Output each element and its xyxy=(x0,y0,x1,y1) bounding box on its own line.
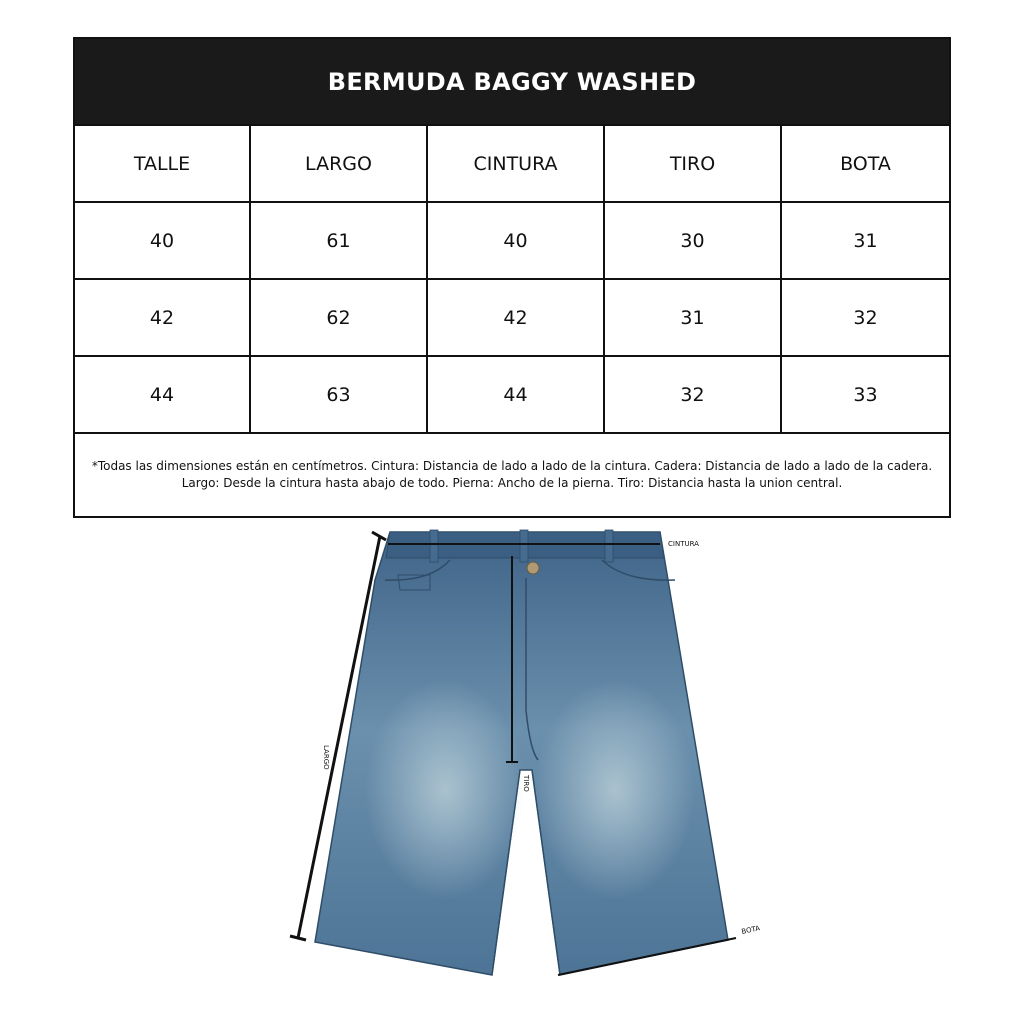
table-cell: 44 xyxy=(75,357,251,434)
table-cell: 61 xyxy=(251,203,428,280)
label-largo: LARGO xyxy=(322,745,330,770)
table-cell: 32 xyxy=(782,280,949,357)
shorts-measurement-diagram xyxy=(280,520,780,990)
note-line-1: *Todas las dimensiones están en centímetros. Cintura: Distancia de lado a lado de la cintura. Cadera: Distancia de lado a lado de la cadera. xyxy=(91,459,933,473)
table-cell: 40 xyxy=(75,203,251,280)
measurement-note xyxy=(75,434,949,516)
table-cell: 42 xyxy=(75,280,251,357)
header-largo: LARGO xyxy=(251,126,428,203)
shorts-illustration xyxy=(280,520,780,990)
header-cintura: CINTURA xyxy=(428,126,605,203)
denim-shorts xyxy=(315,530,728,975)
table-cell: 30 xyxy=(605,203,782,280)
table-cell: 33 xyxy=(782,357,949,434)
label-bota: BOTA xyxy=(740,924,761,936)
size-grid xyxy=(75,126,949,434)
table-cell: 44 xyxy=(428,357,605,434)
header-bota: BOTA xyxy=(782,126,949,203)
header-talle: TALLE xyxy=(75,126,251,203)
table-cell: 31 xyxy=(605,280,782,357)
table-cell: 31 xyxy=(782,203,949,280)
table-title: BERMUDA BAGGY WASHED xyxy=(75,39,949,126)
label-tiro: TIRO xyxy=(522,775,530,792)
table-cell: 32 xyxy=(605,357,782,434)
table-cell: 63 xyxy=(251,357,428,434)
label-cintura: CINTURA xyxy=(668,540,699,548)
table-cell: 40 xyxy=(428,203,605,280)
size-chart-table xyxy=(73,37,951,518)
header-tiro: TIRO xyxy=(605,126,782,203)
table-cell: 62 xyxy=(251,280,428,357)
table-cell: 42 xyxy=(428,280,605,357)
note-line-2: Largo: Desde la cintura hasta abajo de todo. Pierna: Ancho de la pierna. Tiro: Distancia hasta la union central. xyxy=(181,476,843,490)
